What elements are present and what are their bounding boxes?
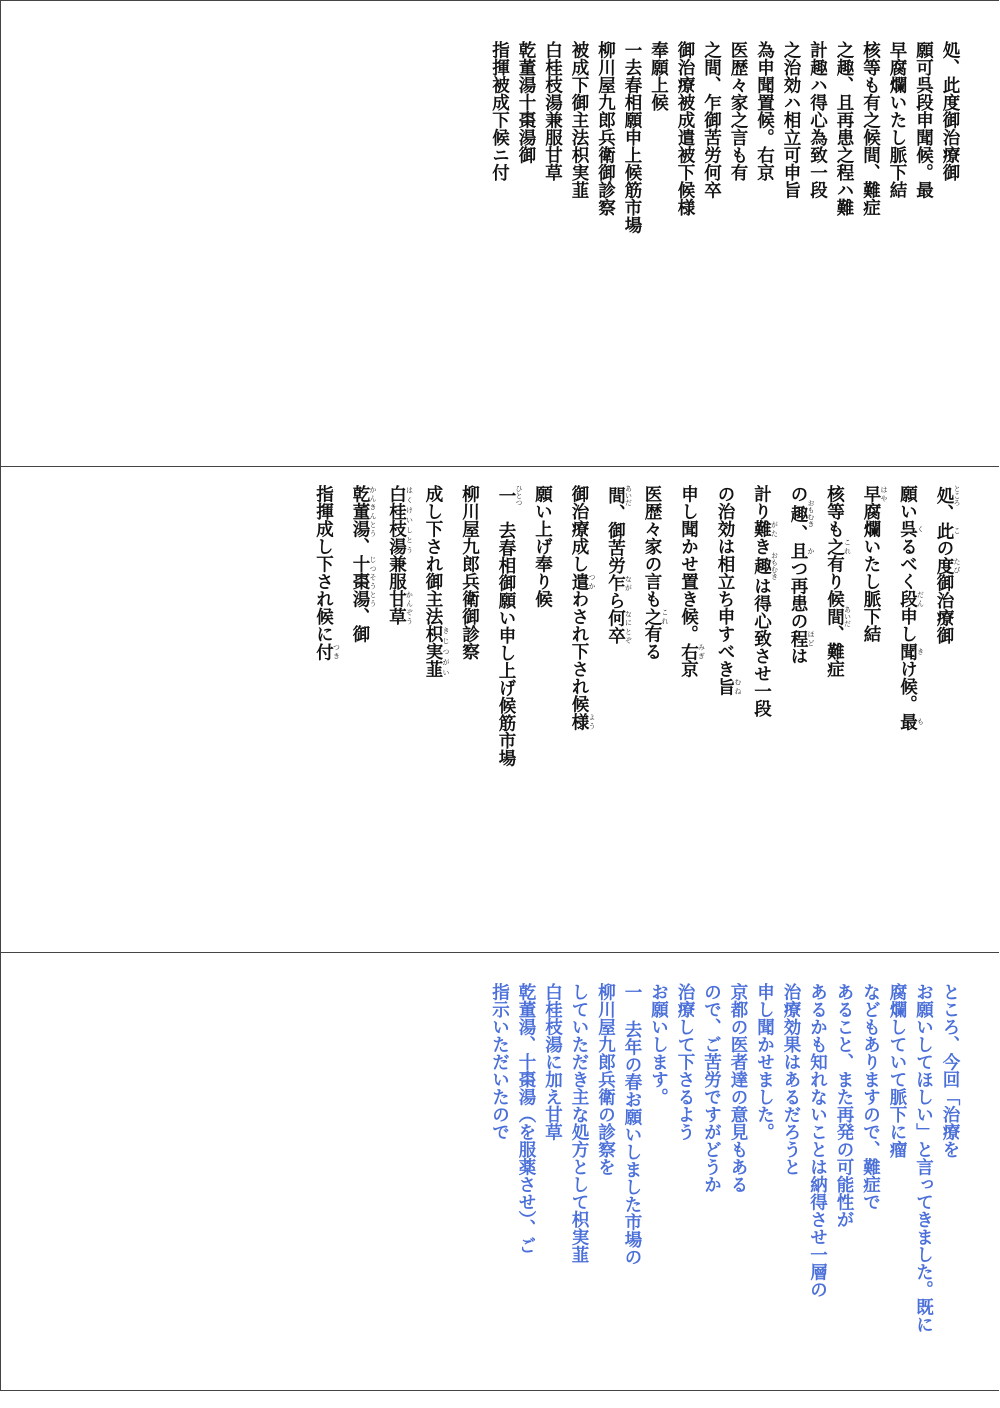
- furigana-reading: はくけいしとう: [405, 485, 414, 555]
- reading-segment: 腐爛いたし脈下結: [861, 502, 881, 643]
- furigana-base: 乍: [605, 574, 626, 592]
- translation-line: 乾董湯、十棗湯（を服薬させ）、ご: [516, 983, 536, 1255]
- furigana-word: [751, 552, 779, 580]
- translation-line: お願いします。: [648, 983, 669, 1106]
- reading-segment: 核等も: [824, 485, 845, 538]
- furigana-reading: か: [807, 542, 815, 560]
- reading-line: [496, 485, 523, 767]
- furigana-reading: みぎ: [697, 642, 706, 660]
- reading-segment: 指揮成し下され候に: [313, 485, 334, 643]
- furigana-word: [934, 556, 961, 575]
- reading-segment: 、御苦労: [605, 504, 626, 575]
- furigana-word: [313, 642, 341, 661]
- furigana-base: 旨: [715, 677, 735, 695]
- reading-segment: 、: [934, 504, 954, 522]
- original-line: 之趣、且再患之程ハ難: [834, 41, 854, 216]
- reading-segment: 医歴々家の言も: [642, 485, 662, 608]
- furigana-word: [788, 542, 815, 560]
- furigana-word: [569, 712, 596, 731]
- original-line: 一去春相願申上候筋市場: [622, 41, 642, 234]
- original-line: 柳川屋九郎兵衛御診察: [595, 41, 616, 216]
- translation-line: 腐爛していて脈下に瘤: [887, 983, 907, 1158]
- reading-line: [605, 485, 633, 645]
- reading-line: [642, 485, 669, 660]
- reading-segment: わされ下され候: [569, 590, 589, 713]
- reading-segment: 御治療成し: [569, 485, 589, 573]
- furigana-base: 趣: [751, 552, 772, 580]
- reading-text-panel: [0, 466, 999, 952]
- reading-segment: 去春相御願い申し上げ候筋市場: [496, 504, 516, 767]
- furigana-base: 様: [569, 712, 589, 730]
- furigana-word: [861, 485, 888, 503]
- reading-segment: るべく: [897, 537, 918, 590]
- reading-segment: の: [934, 539, 954, 557]
- furigana-reading: おもむき: [770, 552, 779, 580]
- reading-line: [423, 485, 450, 678]
- original-line: 早腐爛いたし脈下結: [887, 41, 907, 199]
- translation-line: 京都の医者達の意見もある: [728, 983, 748, 1193]
- furigana-reading: ところ: [953, 485, 961, 506]
- furigana-word: [569, 572, 596, 591]
- furigana-reading: なが: [624, 574, 633, 592]
- reading-line: [897, 485, 925, 730]
- furigana-word: [605, 485, 633, 506]
- original-line: 乾董湯十棗湯御: [516, 41, 536, 164]
- reading-line: [350, 485, 377, 643]
- translation-line: ところ、今回「治療を: [940, 983, 960, 1158]
- original-line: 奉願上候: [648, 41, 669, 111]
- furigana-word: [788, 629, 815, 648]
- furigana-reading: むね: [734, 677, 742, 695]
- original-line: 計趣ハ得心為致一段: [807, 41, 828, 199]
- reading-line: [533, 485, 553, 608]
- furigana-reading: はや: [880, 485, 888, 503]
- original-line: 之治効ハ相立可申旨: [781, 41, 801, 199]
- reading-segment: 、: [788, 524, 808, 542]
- furigana-base: 遣: [569, 572, 589, 590]
- reading-segment: は: [788, 647, 808, 665]
- original-line: 願可呉段申聞候。最: [913, 41, 934, 199]
- reading-text-block: [305, 485, 962, 945]
- furigana-reading: あいだ: [843, 605, 852, 627]
- furigana-base: 付: [313, 642, 334, 660]
- reading-line: [313, 485, 341, 660]
- translation-line: 申し聞かせました。: [754, 983, 775, 1141]
- original-line: 為申聞置候。右京: [754, 41, 775, 181]
- furigana-reading: く: [916, 520, 925, 538]
- original-text-panel: [0, 0, 999, 466]
- reading-segment: ら: [605, 591, 626, 610]
- original-line: 之間、乍御苦労何卒: [701, 41, 722, 199]
- original-line: 被成下御主法枳実韮: [569, 41, 589, 199]
- furigana-base: 右: [678, 642, 699, 660]
- translation-line: ので、ご苦労ですがどうか: [701, 983, 722, 1193]
- reading-segment: 願い: [897, 485, 918, 520]
- furigana-reading: つき: [332, 642, 341, 660]
- translation-line: などもありますので、難症で: [860, 983, 881, 1211]
- furigana-word: [897, 520, 925, 538]
- furigana-reading: がた: [770, 520, 779, 538]
- furigana-reading: かんぞう: [405, 590, 414, 625]
- furigana-word: [788, 499, 815, 528]
- reading-line: [460, 485, 480, 660]
- reading-segment: は得心致させ一段: [751, 577, 772, 717]
- furigana-base: 最: [897, 712, 918, 730]
- translation-line: 柳川屋九郎兵衛の診察を: [595, 983, 616, 1176]
- furigana-base: 甘草: [386, 590, 407, 625]
- original-line: 処、此度御治療御: [940, 41, 960, 181]
- translation-line: 指示いただいたので: [489, 983, 510, 1141]
- reading-line: [678, 485, 706, 678]
- reading-line: [751, 485, 779, 717]
- furigana-reading: つか: [588, 572, 596, 590]
- translation-line: 一 去年の春お願いしました市場の: [622, 983, 642, 1266]
- reading-segment: 願い上げ奉り候: [532, 485, 553, 608]
- furigana-word: [824, 537, 852, 556]
- furigana-base: 乾董湯: [350, 485, 370, 538]
- reading-segment: 御治療御: [934, 574, 954, 645]
- furigana-word: [897, 590, 925, 608]
- furigana-word: [897, 642, 925, 661]
- original-text-block: [486, 41, 963, 461]
- furigana-base: 之: [642, 607, 662, 625]
- reading-segment: の: [788, 485, 808, 503]
- furigana-base: 且: [788, 542, 808, 560]
- translation-line: あること、また再発の可能性が: [834, 983, 854, 1228]
- reading-segment: 京: [678, 660, 699, 678]
- furigana-base: 処: [934, 485, 954, 506]
- furigana-word: [678, 642, 706, 661]
- furigana-reading: これ: [661, 607, 669, 625]
- translation-line: 治療して下さるよう: [675, 983, 695, 1141]
- furigana-base: 段: [897, 590, 918, 608]
- reading-segment: 有り候: [824, 555, 845, 608]
- reading-segment: 申し聞かせ置き候。: [678, 485, 699, 643]
- furigana-reading: これ: [843, 537, 852, 555]
- page-bottom-rule: [0, 1390, 999, 1391]
- reading-segment: 計り: [751, 485, 772, 520]
- furigana-word: [386, 485, 414, 555]
- reading-line: [824, 485, 852, 678]
- reading-segment: 有る: [642, 625, 662, 660]
- furigana-base: 間: [605, 485, 626, 506]
- translation-line: お願いしてほしい」と言ってきました。既に: [913, 983, 934, 1333]
- furigana-reading: よう: [588, 712, 596, 730]
- reading-segment: け候。: [897, 660, 918, 713]
- furigana-word: [350, 485, 377, 538]
- furigana-word: [751, 520, 779, 538]
- furigana-reading: だん: [916, 590, 925, 608]
- reading-line: [715, 485, 742, 695]
- furigana-word: [605, 609, 633, 645]
- furigana-base: 枳実韮: [423, 625, 443, 678]
- original-line: 白桂枝湯兼服甘草: [542, 41, 563, 181]
- reading-segment: 兼服: [386, 555, 407, 590]
- original-line: 核等も有之候間、難症: [860, 41, 881, 216]
- furigana-base: 度: [934, 556, 954, 575]
- furigana-word: [642, 607, 669, 626]
- furigana-word: [350, 555, 377, 608]
- furigana-reading: なにとぞ: [624, 609, 633, 645]
- furigana-reading: ほど: [807, 629, 815, 647]
- original-line: 御治療被成遣被下候様: [675, 41, 695, 216]
- furigana-base: 呉: [897, 520, 918, 538]
- original-line: 指揮被成下候ニ付: [489, 41, 510, 181]
- furigana-base: 程: [788, 629, 808, 647]
- translation-line: 治療効果はあるだろうと: [781, 983, 801, 1176]
- furigana-reading: き: [916, 642, 925, 660]
- furigana-word: [423, 625, 450, 678]
- furigana-reading: こ: [953, 521, 961, 540]
- translation-text-panel: [0, 952, 999, 1390]
- reading-segment: つ再患の: [788, 559, 808, 630]
- reading-line: [861, 485, 888, 643]
- furigana-reading: きじつがい: [442, 625, 450, 678]
- furigana-reading: じつそうとう: [369, 555, 377, 608]
- translation-line: していただき主な処方として枳実韮: [569, 983, 589, 1263]
- furigana-word: [934, 485, 961, 506]
- furigana-reading: あいだ: [624, 485, 633, 506]
- furigana-base: 難: [751, 520, 772, 538]
- furigana-base: 之: [824, 537, 845, 555]
- reading-segment: 、御: [350, 607, 370, 643]
- furigana-base: 早: [861, 485, 881, 503]
- furigana-reading: も: [916, 712, 925, 730]
- furigana-reading: たび: [953, 556, 961, 575]
- reading-segment: 、難症: [824, 625, 845, 678]
- furigana-base: 何卒: [605, 609, 626, 645]
- original-line: 医歴々家之言も有: [728, 41, 748, 181]
- furigana-word: [496, 485, 523, 506]
- furigana-word: [386, 590, 414, 625]
- furigana-word: [897, 712, 925, 731]
- furigana-reading: かんきんとう: [369, 485, 377, 538]
- furigana-base: 間: [824, 605, 845, 627]
- reading-line: [934, 485, 961, 645]
- reading-segment: き: [751, 537, 772, 555]
- furigana-base: 一: [496, 485, 516, 506]
- reading-line: [386, 485, 414, 625]
- translation-text-block: [486, 983, 963, 1383]
- reading-segment: 申し: [897, 607, 918, 643]
- furigana-base: 十棗湯: [350, 555, 370, 608]
- furigana-base: 此: [934, 521, 954, 540]
- furigana-word: [715, 677, 742, 696]
- furigana-base: 趣: [788, 499, 808, 528]
- reading-segment: 柳川屋九郎兵衛御診察: [459, 485, 480, 660]
- furigana-reading: おもむき: [807, 499, 815, 528]
- reading-segment: 成し下され御主法: [423, 485, 443, 625]
- furigana-word: [605, 574, 633, 592]
- furigana-word: [934, 521, 961, 540]
- furigana-reading: ひとつ: [515, 485, 523, 506]
- furigana-base: 聞: [897, 642, 918, 660]
- reading-segment: の治効は相立ち申すべき: [715, 485, 735, 678]
- reading-segment: 、: [350, 537, 370, 555]
- translation-line: あるかも知れないことは納得させ一層の: [807, 983, 828, 1298]
- translation-line: 白桂枝湯に加え甘草: [542, 983, 563, 1141]
- reading-line: [788, 485, 815, 665]
- furigana-base: 白桂枝湯: [386, 485, 407, 555]
- reading-line: [569, 485, 596, 730]
- furigana-word: [824, 605, 852, 627]
